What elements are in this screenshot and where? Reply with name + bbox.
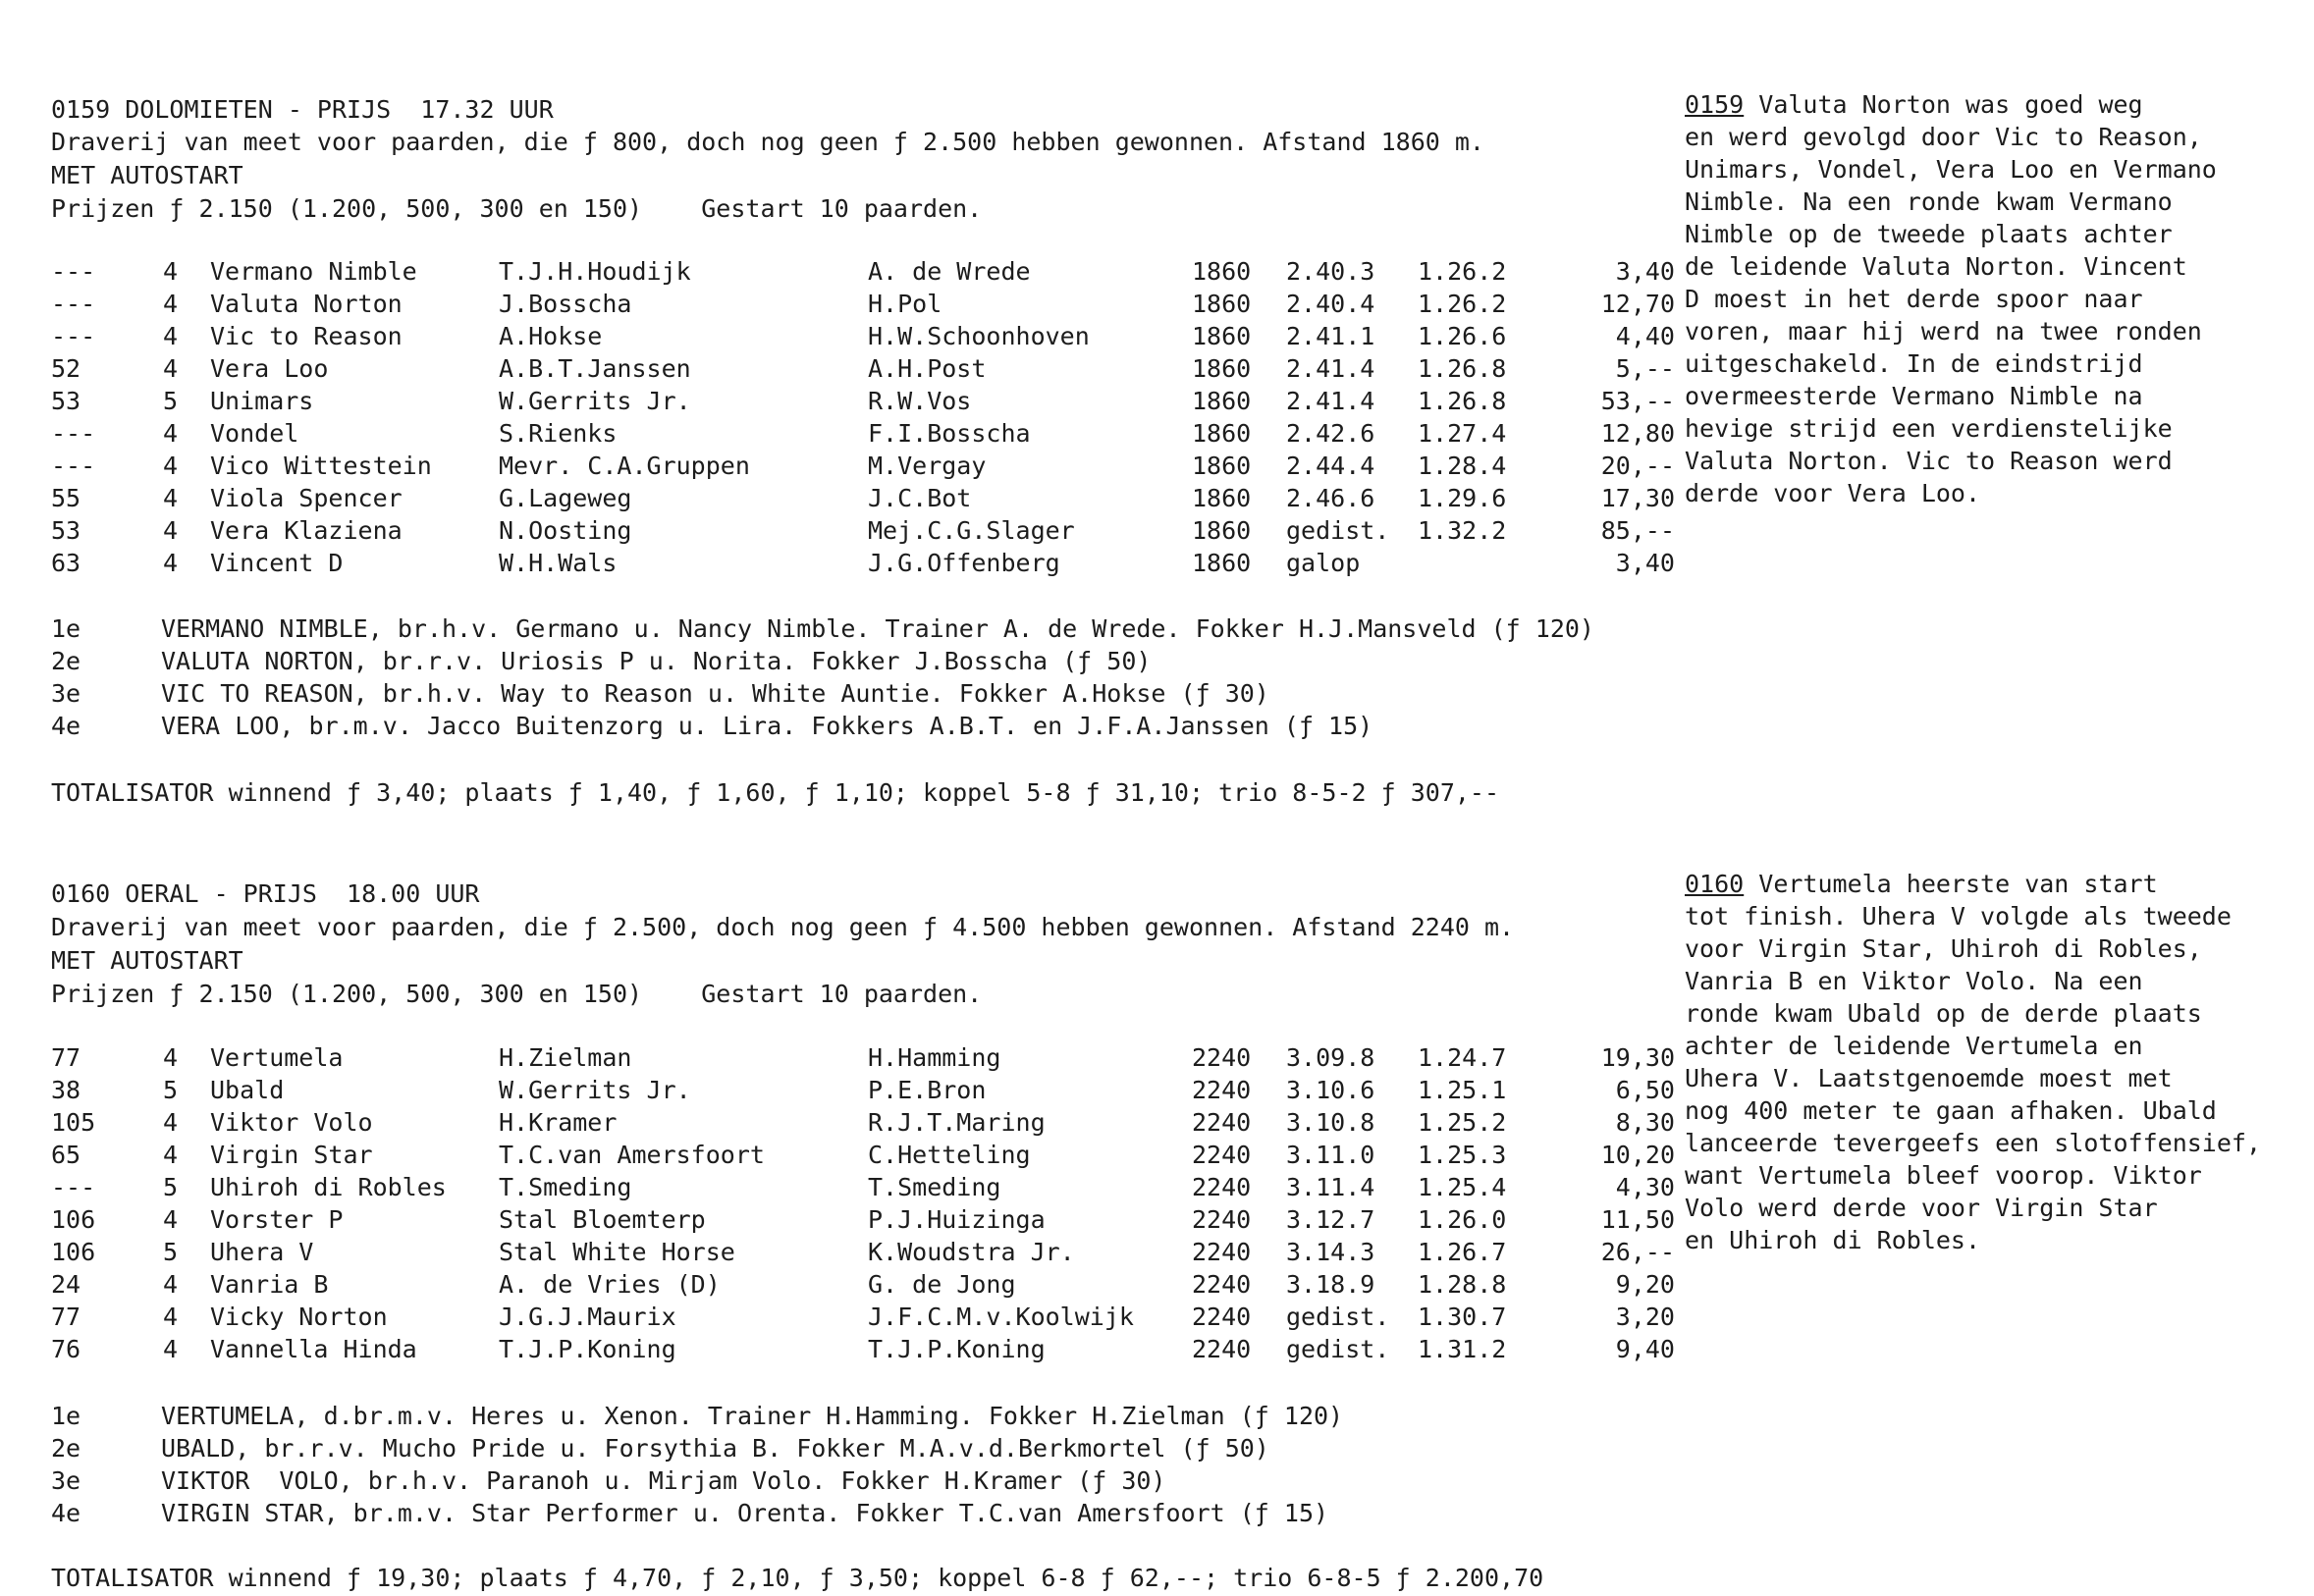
summary-first-line (1685, 869, 2158, 900)
form-cell: --- (51, 322, 96, 350)
driver-cell: J.G.J.Maurix (499, 1303, 676, 1331)
form-cell: --- (51, 290, 96, 318)
odds-cell: 4,40 (1615, 322, 1675, 350)
trainer-cell: G. de Jong (868, 1270, 1016, 1299)
placing-text: VERA LOO, br.m.v. Jacco Buitenzorg u. Lira. Fokkers A.B.T. en J.F.A.Janssen (ƒ 15) (161, 712, 1373, 740)
driver-cell: S.Rienks (499, 419, 618, 448)
horse-cell: Uhiroh di Robles (210, 1173, 447, 1201)
summary-line: tot finish. Uhera V volgde als tweede (1685, 902, 2232, 931)
trainer-cell: H.Hamming (868, 1043, 1001, 1072)
driver-cell: T.J.P.Koning (499, 1335, 676, 1363)
horse-cell: Vincent D (210, 549, 344, 577)
table-row (0, 1237, 1689, 1268)
horse-cell: Vicky Norton (210, 1303, 388, 1331)
driver-cell: A.B.T.Janssen (499, 354, 691, 383)
time-cell: 3.11.0 (1286, 1141, 1375, 1169)
form-cell: 55 (51, 484, 81, 512)
form-cell: 77 (51, 1043, 81, 1072)
odds-cell: 12,80 (1600, 419, 1675, 448)
race-start-type: MET AUTOSTART (51, 946, 243, 975)
age-cell: 4 (163, 1270, 179, 1299)
trainer-cell: H.Pol (868, 290, 942, 318)
km-time-cell: 1.26.6 (1418, 322, 1507, 350)
distance-cell: 1860 (1192, 257, 1252, 286)
km-time-cell: 1.26.2 (1418, 290, 1507, 318)
trainer-cell: A. de Wrede (868, 257, 1031, 286)
table-row (0, 1140, 1689, 1171)
summary-line: Unimars, Vondel, Vera Loo en Vermano (1685, 155, 2217, 184)
table-row (0, 1334, 1689, 1365)
placing-position: 4e (51, 1499, 81, 1527)
time-cell: 2.41.1 (1286, 322, 1375, 350)
horse-cell: Vera Loo (210, 354, 329, 383)
summary-line: want Vertumela bleef voorop. Viktor (1685, 1161, 2202, 1190)
time-cell: 2.44.4 (1286, 452, 1375, 480)
km-time-cell: 1.26.8 (1418, 354, 1507, 383)
odds-cell: 9,40 (1615, 1335, 1675, 1363)
time-cell: 3.12.7 (1286, 1205, 1375, 1234)
age-cell: 4 (163, 419, 179, 448)
age-cell: 5 (163, 1076, 179, 1104)
horse-cell: Vera Klaziena (210, 516, 403, 545)
horse-cell: Vondel (210, 419, 299, 448)
time-cell: 3.10.8 (1286, 1108, 1375, 1137)
table-row (0, 256, 1689, 288)
horse-cell: Vertumela (210, 1043, 344, 1072)
horse-cell: Vic to Reason (210, 322, 403, 350)
placing-row (0, 613, 1728, 645)
table-row (0, 386, 1689, 417)
table-row (0, 418, 1689, 450)
trainer-cell: R.J.T.Maring (868, 1108, 1046, 1137)
summary-line: uitgeschakeld. In de eindstrijd (1685, 349, 2143, 378)
table-row (0, 321, 1689, 352)
time-cell: 2.41.4 (1286, 387, 1375, 415)
horse-cell: Uhera V (210, 1238, 314, 1266)
placing-position: 1e (51, 1402, 81, 1430)
age-cell: 4 (163, 1303, 179, 1331)
odds-cell: 20,-- (1600, 452, 1675, 480)
age-cell: 5 (163, 387, 179, 415)
placing-text: UBALD, br.r.v. Mucho Pride u. Forsythia B. Fokker M.A.v.d.Berkmortel (ƒ 50) (161, 1434, 1269, 1463)
age-cell: 4 (163, 290, 179, 318)
time-cell: 3.18.9 (1286, 1270, 1375, 1299)
odds-cell: 4,30 (1615, 1173, 1675, 1201)
driver-cell: Mevr. C.A.Gruppen (499, 452, 750, 480)
time-cell: 3.09.8 (1286, 1043, 1375, 1072)
driver-cell: T.C.van Amersfoort (499, 1141, 765, 1169)
time-cell: 2.42.6 (1286, 419, 1375, 448)
km-time-cell: 1.28.8 (1418, 1270, 1507, 1299)
age-cell: 5 (163, 1173, 179, 1201)
form-cell: --- (51, 1173, 96, 1201)
race-prizes: Prijzen ƒ 2.150 (1.200, 500, 300 en 150) Gestart 10 paarden. (51, 980, 983, 1008)
km-time-cell: 1.25.2 (1418, 1108, 1507, 1137)
trainer-cell: C.Hetteling (868, 1141, 1031, 1169)
driver-cell: T.J.H.Houdijk (499, 257, 691, 286)
race-conditions: Draverij van meet voor paarden, die ƒ 800, doch nog geen ƒ 2.500 hebben gewonnen. Afstand 1860 m. (51, 128, 1484, 156)
time-cell: 3.10.6 (1286, 1076, 1375, 1104)
distance-cell: 2240 (1192, 1108, 1252, 1137)
totalisator: TOTALISATOR winnend ƒ 3,40; plaats ƒ 1,40, ƒ 1,60, ƒ 1,10; koppel 5-8 ƒ 31,10; trio 8-5-2 ƒ 307,-- (51, 778, 1500, 807)
trainer-cell: T.J.P.Koning (868, 1335, 1046, 1363)
race-header: 0160 OERAL - PRIJS 18.00 UUR (51, 879, 480, 908)
trainer-cell: J.G.Offenberg (868, 549, 1060, 577)
time-cell: gedist. (1286, 1335, 1390, 1363)
table-row (0, 1302, 1689, 1333)
driver-cell: N.Oosting (499, 516, 632, 545)
form-cell: 65 (51, 1141, 81, 1169)
placing-position: 2e (51, 647, 81, 675)
horse-cell: Vico Wittestein (210, 452, 432, 480)
horse-cell: Viktor Volo (210, 1108, 373, 1137)
summary-line: hevige strijd een verdienstelijke (1685, 414, 2173, 443)
race-start-type: MET AUTOSTART (51, 161, 243, 189)
trainer-cell: P.J.Huizinga (868, 1205, 1046, 1234)
driver-cell: A. de Vries (D) (499, 1270, 721, 1299)
table-row (0, 1204, 1689, 1236)
form-cell: 53 (51, 516, 81, 545)
trainer-cell: H.W.Schoonhoven (868, 322, 1090, 350)
distance-cell: 2240 (1192, 1303, 1252, 1331)
odds-cell: 3,40 (1615, 257, 1675, 286)
odds-cell: 12,70 (1600, 290, 1675, 318)
odds-cell: 11,50 (1600, 1205, 1675, 1234)
driver-cell: J.Bosscha (499, 290, 632, 318)
summary-line: Nimble op de tweede plaats achter (1685, 220, 2173, 248)
distance-cell: 1860 (1192, 484, 1252, 512)
form-cell: 24 (51, 1270, 81, 1299)
placing-row (0, 1498, 1728, 1529)
placing-text: VIRGIN STAR, br.m.v. Star Performer u. Orenta. Fokker T.C.van Amersfoort (ƒ 15) (161, 1499, 1329, 1527)
table-row (0, 483, 1689, 514)
time-cell: 2.41.4 (1286, 354, 1375, 383)
summary-line: en Uhiroh di Robles. (1685, 1226, 1981, 1254)
km-time-cell: 1.28.4 (1418, 452, 1507, 480)
summary-line: achter de leidende Vertumela en (1685, 1032, 2143, 1060)
form-cell: --- (51, 452, 96, 480)
km-time-cell: 1.26.7 (1418, 1238, 1507, 1266)
driver-cell: A.Hokse (499, 322, 603, 350)
race-conditions: Draverij van meet voor paarden, die ƒ 2.500, doch nog geen ƒ 4.500 hebben gewonnen. Afstand 2240 m. (51, 913, 1515, 941)
odds-cell: 19,30 (1600, 1043, 1675, 1072)
placing-position: 1e (51, 614, 81, 643)
horse-cell: Vannella Hinda (210, 1335, 417, 1363)
summary-line: Volo werd derde voor Virgin Star (1685, 1194, 2158, 1222)
table-row (0, 1075, 1689, 1106)
summary-line: Valuta Norton. Vic to Reason werd (1685, 447, 2173, 475)
distance-cell: 2240 (1192, 1141, 1252, 1169)
km-time-cell: 1.24.7 (1418, 1043, 1507, 1072)
placing-text: VIKTOR VOLO, br.h.v. Paranoh u. Mirjam Volo. Fokker H.Kramer (ƒ 30) (161, 1466, 1166, 1495)
time-cell: 3.14.3 (1286, 1238, 1375, 1266)
summary-line: ronde kwam Ubald op de derde plaats (1685, 999, 2202, 1028)
form-cell: --- (51, 257, 96, 286)
placing-text: VALUTA NORTON, br.r.v. Uriosis P u. Norita. Fokker J.Bosscha (ƒ 50) (161, 647, 1152, 675)
form-cell: --- (51, 419, 96, 448)
summary-line: D moest in het derde spoor naar (1685, 285, 2143, 313)
distance-cell: 1860 (1192, 549, 1252, 577)
table-row (0, 1269, 1689, 1301)
age-cell: 4 (163, 1205, 179, 1234)
summary-line: Vanria B en Viktor Volo. Na een (1685, 967, 2143, 995)
distance-cell: 2240 (1192, 1205, 1252, 1234)
summary-line: Uhera V. Laatstgenoemde moest met (1685, 1064, 2173, 1092)
age-cell: 4 (163, 516, 179, 545)
distance-cell: 1860 (1192, 322, 1252, 350)
summary-race-number: 0159 (1685, 90, 1745, 119)
table-row (0, 451, 1689, 482)
driver-cell: W.Gerrits Jr. (499, 1076, 691, 1104)
trainer-cell: K.Woudstra Jr. (868, 1238, 1075, 1266)
driver-cell: T.Smeding (499, 1173, 632, 1201)
trainer-cell: P.E.Bron (868, 1076, 987, 1104)
placing-row (0, 711, 1728, 742)
km-time-cell: 1.25.1 (1418, 1076, 1507, 1104)
distance-cell: 1860 (1192, 354, 1252, 383)
trainer-cell: A.H.Post (868, 354, 987, 383)
km-time-cell: 1.26.8 (1418, 387, 1507, 415)
placing-row (0, 1401, 1728, 1432)
placing-text: VERTUMELA, d.br.m.v. Heres u. Xenon. Trainer H.Hamming. Fokker H.Zielman (ƒ 120) (161, 1402, 1344, 1430)
odds-cell: 3,20 (1615, 1303, 1675, 1331)
summary-line: en werd gevolgd door Vic to Reason, (1685, 123, 2202, 151)
driver-cell: Stal White Horse (499, 1238, 735, 1266)
summary-text: Vertumela heerste van start (1744, 870, 2158, 898)
km-time-cell: 1.30.7 (1418, 1303, 1507, 1331)
placing-position: 2e (51, 1434, 81, 1463)
distance-cell: 2240 (1192, 1335, 1252, 1363)
age-cell: 4 (163, 549, 179, 577)
odds-cell: 26,-- (1600, 1238, 1675, 1266)
km-time-cell: 1.27.4 (1418, 419, 1507, 448)
table-row (0, 548, 1689, 579)
horse-cell: Unimars (210, 387, 314, 415)
horse-cell: Valuta Norton (210, 290, 403, 318)
form-cell: 106 (51, 1205, 96, 1234)
distance-cell: 2240 (1192, 1043, 1252, 1072)
time-cell: 2.46.6 (1286, 484, 1375, 512)
placing-text: VERMANO NIMBLE, br.h.v. Germano u. Nancy Nimble. Trainer A. de Wrede. Fokker H.J.Mansveld (ƒ 120) (161, 614, 1594, 643)
summary-line: Nimble. Na een ronde kwam Vermano (1685, 187, 2173, 216)
age-cell: 4 (163, 484, 179, 512)
summary-line: overmeesterde Vermano Nimble na (1685, 382, 2143, 410)
summary-line: derde voor Vera Loo. (1685, 479, 1981, 507)
distance-cell: 2240 (1192, 1270, 1252, 1299)
odds-cell: 6,50 (1615, 1076, 1675, 1104)
trainer-cell: F.I.Bosscha (868, 419, 1031, 448)
age-cell: 4 (163, 1043, 179, 1072)
form-cell: 77 (51, 1303, 81, 1331)
time-cell: 2.40.4 (1286, 290, 1375, 318)
form-cell: 76 (51, 1335, 81, 1363)
km-time-cell: 1.26.0 (1418, 1205, 1507, 1234)
driver-cell: H.Zielman (499, 1043, 632, 1072)
driver-cell: W.H.Wals (499, 549, 618, 577)
distance-cell: 2240 (1192, 1173, 1252, 1201)
km-time-cell: 1.31.2 (1418, 1335, 1507, 1363)
age-cell: 4 (163, 1108, 179, 1137)
placing-row (0, 646, 1728, 677)
placing-text: VIC TO REASON, br.h.v. Way to Reason u. White Auntie. Fokker A.Hokse (ƒ 30) (161, 679, 1269, 708)
time-cell: gedist. (1286, 516, 1390, 545)
odds-cell: 85,-- (1600, 516, 1675, 545)
distance-cell: 2240 (1192, 1076, 1252, 1104)
summary-line: voren, maar hij werd na twee ronden (1685, 317, 2202, 346)
km-time-cell: 1.29.6 (1418, 484, 1507, 512)
race-prizes: Prijzen ƒ 2.150 (1.200, 500, 300 en 150) Gestart 10 paarden. (51, 194, 983, 223)
trainer-cell: M.Vergay (868, 452, 987, 480)
trainer-cell: J.C.Bot (868, 484, 972, 512)
table-row (0, 515, 1689, 547)
horse-cell: Vanria B (210, 1270, 329, 1299)
driver-cell: W.Gerrits Jr. (499, 387, 691, 415)
form-cell: 53 (51, 387, 81, 415)
km-time-cell: 1.25.3 (1418, 1141, 1507, 1169)
odds-cell: 9,20 (1615, 1270, 1675, 1299)
age-cell: 4 (163, 354, 179, 383)
summary-text: Valuta Norton was goed weg (1744, 90, 2143, 119)
placing-position: 4e (51, 712, 81, 740)
race-header: 0159 DOLOMIETEN - PRIJS 17.32 UUR (51, 95, 554, 124)
horse-cell: Ubald (210, 1076, 285, 1104)
summary-first-line (1685, 89, 2143, 121)
odds-cell: 17,30 (1600, 484, 1675, 512)
odds-cell: 5,-- (1615, 354, 1675, 383)
driver-cell: H.Kramer (499, 1108, 618, 1137)
horse-cell: Virgin Star (210, 1141, 373, 1169)
summary-line: nog 400 meter te gaan afhaken. Ubald (1685, 1096, 2217, 1125)
form-cell: 52 (51, 354, 81, 383)
table-row (0, 1172, 1689, 1203)
table-row (0, 1042, 1689, 1074)
driver-cell: G.Lageweg (499, 484, 632, 512)
table-row (0, 1107, 1689, 1139)
trainer-cell: T.Smeding (868, 1173, 1001, 1201)
time-cell: 3.11.4 (1286, 1173, 1375, 1201)
table-row (0, 289, 1689, 320)
horse-cell: Viola Spencer (210, 484, 403, 512)
age-cell: 4 (163, 1141, 179, 1169)
distance-cell: 1860 (1192, 516, 1252, 545)
odds-cell: 10,20 (1600, 1141, 1675, 1169)
placing-row (0, 1465, 1728, 1497)
summary-line: de leidende Valuta Norton. Vincent (1685, 252, 2187, 281)
age-cell: 4 (163, 257, 179, 286)
km-time-cell: 1.25.4 (1418, 1173, 1507, 1201)
trainer-cell: R.W.Vos (868, 387, 972, 415)
placing-position: 3e (51, 1466, 81, 1495)
horse-cell: Vorster P (210, 1205, 344, 1234)
form-cell: 106 (51, 1238, 96, 1266)
distance-cell: 2240 (1192, 1238, 1252, 1266)
km-time-cell: 1.26.2 (1418, 257, 1507, 286)
odds-cell: 53,-- (1600, 387, 1675, 415)
odds-cell: 8,30 (1615, 1108, 1675, 1137)
age-cell: 4 (163, 322, 179, 350)
summary-line: voor Virgin Star, Uhiroh di Robles, (1685, 934, 2202, 963)
age-cell: 5 (163, 1238, 179, 1266)
summary-race-number: 0160 (1685, 870, 1745, 898)
age-cell: 4 (163, 1335, 179, 1363)
driver-cell: Stal Bloemterp (499, 1205, 706, 1234)
time-cell: gedist. (1286, 1303, 1390, 1331)
distance-cell: 1860 (1192, 387, 1252, 415)
time-cell: 2.40.3 (1286, 257, 1375, 286)
time-cell: galop (1286, 549, 1361, 577)
table-row (0, 353, 1689, 385)
form-cell: 38 (51, 1076, 81, 1104)
form-cell: 105 (51, 1108, 96, 1137)
distance-cell: 1860 (1192, 419, 1252, 448)
trainer-cell: J.F.C.M.v.Koolwijk (868, 1303, 1134, 1331)
odds-cell: 3,40 (1615, 549, 1675, 577)
summary-line: lanceerde tevergeefs een slotoffensief, (1685, 1129, 2261, 1157)
age-cell: 4 (163, 452, 179, 480)
km-time-cell: 1.32.2 (1418, 516, 1507, 545)
distance-cell: 1860 (1192, 452, 1252, 480)
horse-cell: Vermano Nimble (210, 257, 417, 286)
placing-position: 3e (51, 679, 81, 708)
placing-row (0, 678, 1728, 710)
form-cell: 63 (51, 549, 81, 577)
trainer-cell: Mej.C.G.Slager (868, 516, 1075, 545)
placing-row (0, 1433, 1728, 1464)
totalisator: TOTALISATOR winnend ƒ 19,30; plaats ƒ 4,70, ƒ 2,10, ƒ 3,50; koppel 6-8 ƒ 62,--; trio 6-8-5 ƒ 2.200,70 (51, 1564, 1544, 1592)
distance-cell: 1860 (1192, 290, 1252, 318)
